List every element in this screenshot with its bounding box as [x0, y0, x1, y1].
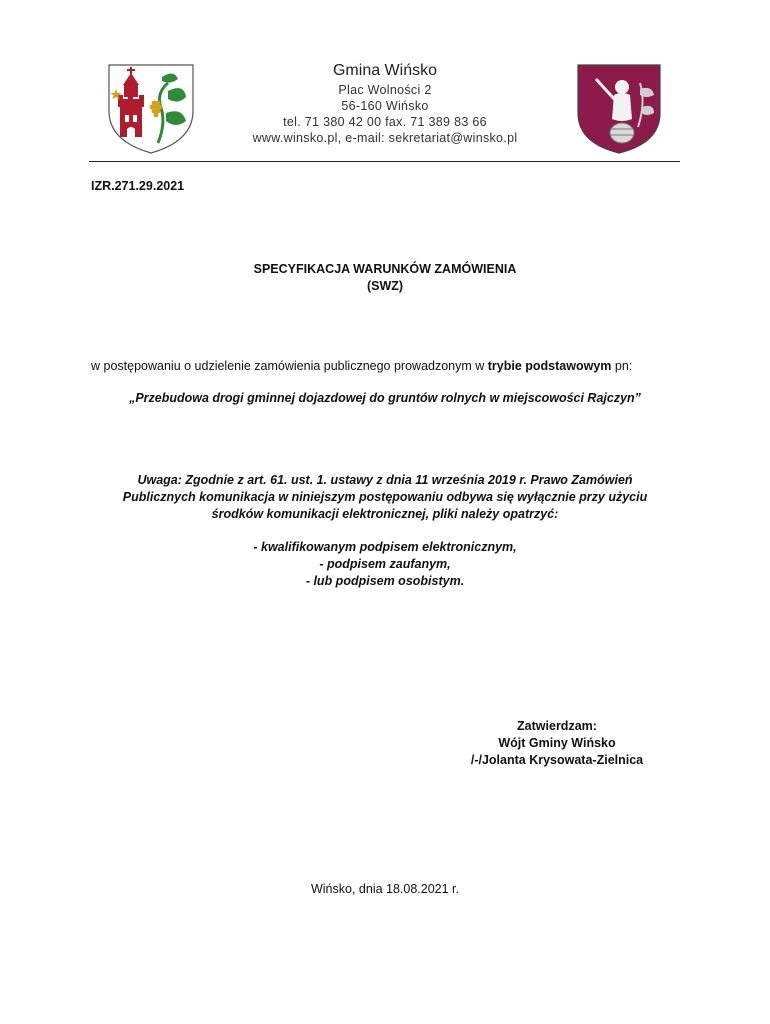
document-title-abbrev: (SWZ) — [366, 279, 404, 293]
approval-role: Wójt Gminy Wińsko — [498, 736, 616, 750]
procedure-mode: trybie podstawowym — [487, 359, 612, 373]
signature-option-qualified: - kwalifikowanym podpisem elektronicznym, — [253, 540, 517, 554]
web-email-line: www.winsko.pl, e-mail: sekretariat@winsko.pl — [252, 131, 518, 145]
approval-name: /-/Jolanta Krysowata-Zielnica — [470, 753, 644, 767]
intro-prefix: w postępowaniu o udzielenie zamówienia publicznego prowadzonym w — [91, 359, 488, 373]
procedure-intro — [91, 359, 632, 373]
municipality-name: Gmina Wińsko — [332, 62, 438, 79]
document-reference: IZR.271.29.2021 — [91, 179, 185, 193]
phone-fax-line: tel. 71 380 42 00 fax. 71 389 83 66 — [283, 115, 487, 129]
header-divider — [89, 161, 680, 162]
note-line-1: Uwaga: Zgodnie z art. 61. ust. 1. ustawy z dnia 11 września 2019 r. Prawo Zamówień — [137, 473, 633, 487]
contract-subject: „Przebudowa drogi gminnej dojazdowej do gruntów rolnych w miejscowości Rajczyn” — [129, 391, 641, 405]
place-date: Wińsko, dnia 18.08.2021 r. — [310, 882, 459, 896]
intro-suffix: pn: — [611, 359, 633, 373]
signature-option-trusted: - podpisem zaufanym, — [319, 557, 451, 571]
note-line-2: Publicznych komunikacja w niniejszym postępowaniu odbywa się wyłącznie przy użyciu — [122, 490, 648, 504]
approval-label: Zatwierdzam: — [517, 719, 597, 733]
signature-option-personal: - lub podpisem osobistym. — [305, 574, 465, 588]
address-line-1: Plac Wolności 2 — [338, 83, 432, 97]
note-line-3: środków komunikacji elektronicznej, pliki należy opatrzyć: — [211, 507, 559, 521]
document-title: SPECYFIKACJA WARUNKÓW ZAMÓWIENIA — [253, 262, 517, 276]
address-line-2: 56-160 Wińsko — [341, 99, 429, 113]
